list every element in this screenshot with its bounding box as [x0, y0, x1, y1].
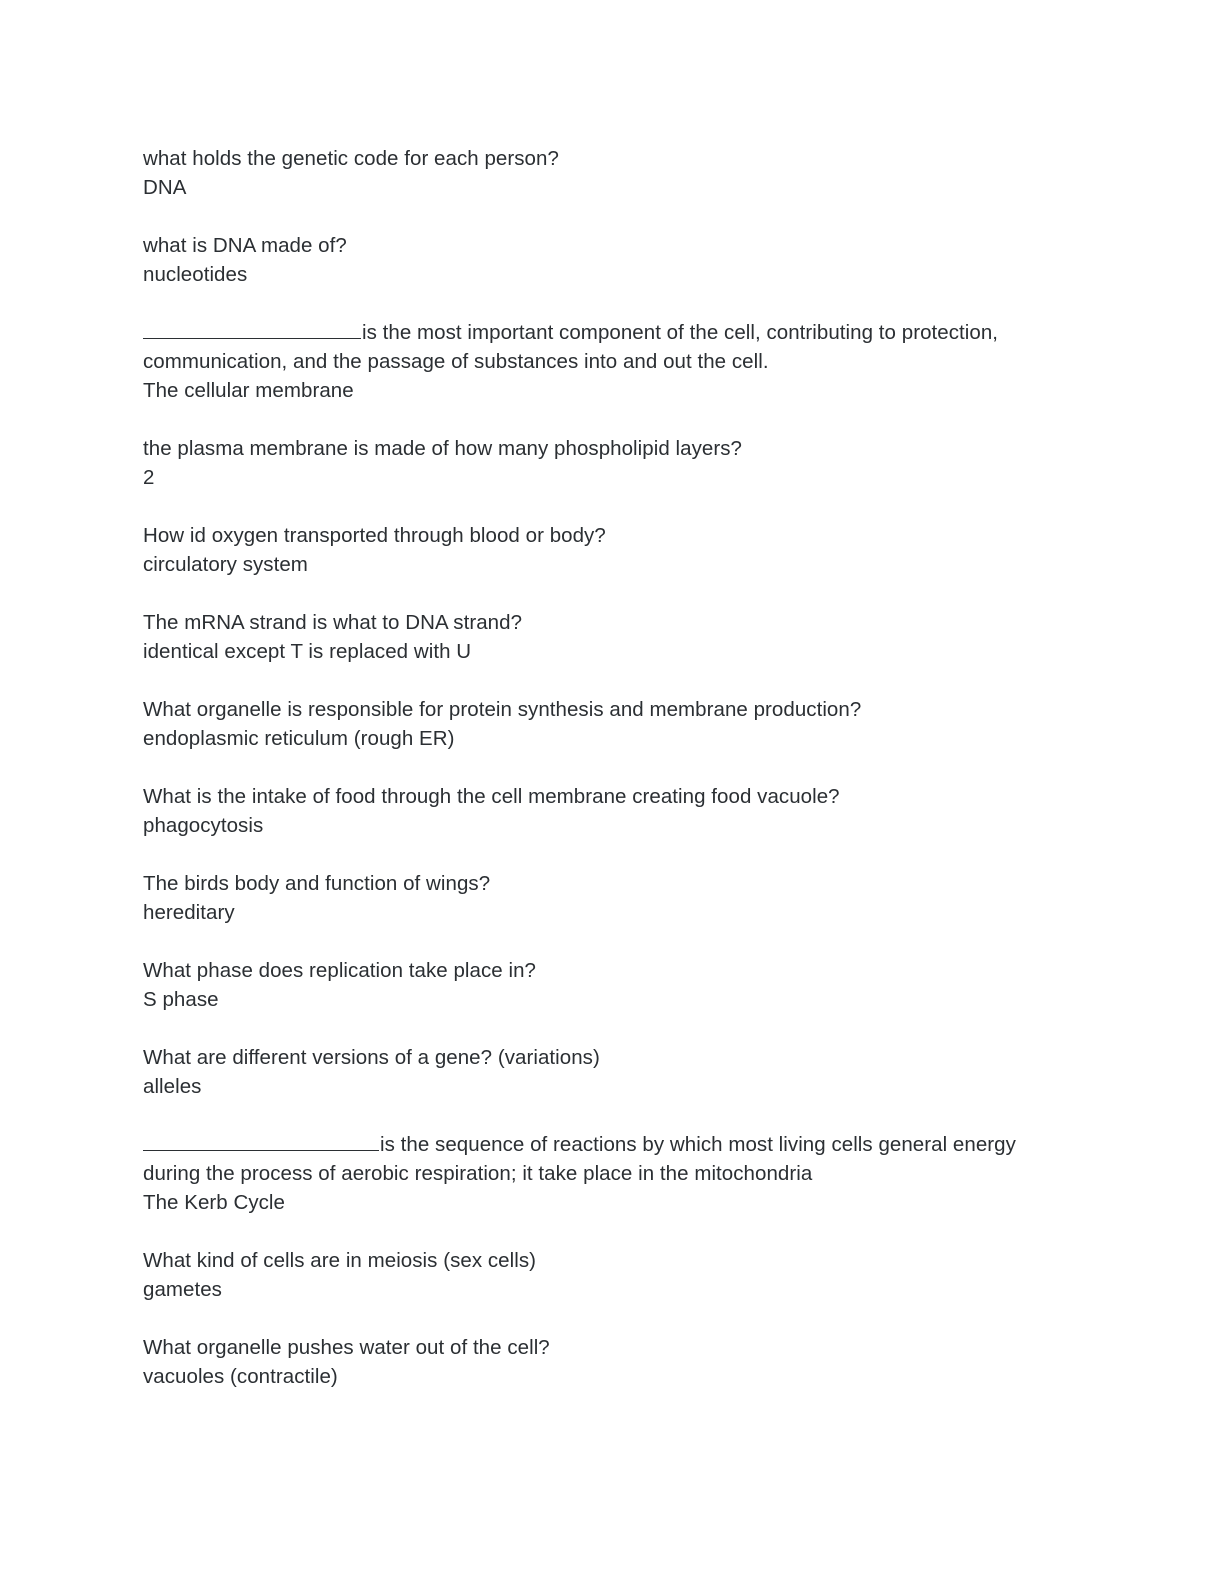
answer-text: phagocytosis	[143, 814, 264, 837]
question-continuation: during the process of aerobic respiration; it take place in the mitochondria	[143, 1162, 813, 1185]
question-text: What phase does replication take place in?	[143, 959, 536, 982]
question-text: what is DNA made of?	[143, 234, 347, 257]
answer-text: identical except T is replaced with U	[143, 640, 472, 663]
answer-text: nucleotides	[143, 263, 248, 286]
qa-item	[143, 1043, 1083, 1101]
answer-text: alleles	[143, 1075, 202, 1098]
question-text: what holds the genetic code for each person?	[143, 147, 559, 170]
question-text: What organelle pushes water out of the cell?	[143, 1336, 550, 1359]
answer-text: S phase	[143, 988, 219, 1011]
question-text: the plasma membrane is made of how many phospholipid layers?	[143, 437, 742, 460]
question-text: What is the intake of food through the cell membrane creating food vacuole?	[143, 785, 840, 808]
question-text: What are different versions of a gene? (variations)	[143, 1046, 600, 1069]
question-text: is the sequence of reactions by which most living cells general energy	[380, 1133, 1016, 1156]
qa-item	[143, 1333, 1083, 1391]
answer-text: vacuoles (contractile)	[143, 1365, 338, 1388]
answer-text: DNA	[143, 176, 187, 199]
qa-item	[143, 318, 1083, 405]
question-text: What organelle is responsible for protein synthesis and membrane production?	[143, 698, 862, 721]
question-text: What kind of cells are in meiosis (sex cells)	[143, 1249, 537, 1272]
fill-in-blank	[143, 318, 361, 339]
question-text: The birds body and function of wings?	[143, 872, 491, 895]
question-text: How id oxygen transported through blood or body?	[143, 524, 606, 547]
qa-item	[143, 695, 1083, 753]
fill-in-blank	[143, 1130, 379, 1151]
answer-text: The Kerb Cycle	[143, 1191, 285, 1214]
answer-text: 2	[143, 466, 155, 489]
qa-item	[143, 231, 1083, 289]
question-text: is the most important component of the cell, contributing to protection,	[362, 321, 999, 344]
qa-item	[143, 144, 1083, 202]
answer-text: circulatory system	[143, 553, 308, 576]
qa-item	[143, 956, 1083, 1014]
qa-item	[143, 608, 1083, 666]
question-line	[143, 318, 1083, 347]
qa-item	[143, 521, 1083, 579]
qa-item	[143, 1130, 1083, 1217]
question-text: The mRNA strand is what to DNA strand?	[143, 611, 523, 634]
answer-text: gametes	[143, 1278, 222, 1301]
qa-item	[143, 1246, 1083, 1304]
answer-text: hereditary	[143, 901, 235, 924]
question-continuation: communication, and the passage of substances into and out the cell.	[143, 350, 769, 373]
question-line	[143, 1130, 1083, 1159]
answer-text: endoplasmic reticulum (rough ER)	[143, 727, 455, 750]
answer-text: The cellular membrane	[143, 379, 354, 402]
qa-list	[143, 144, 1083, 1420]
qa-item	[143, 869, 1083, 927]
qa-item	[143, 782, 1083, 840]
qa-item	[143, 434, 1083, 492]
